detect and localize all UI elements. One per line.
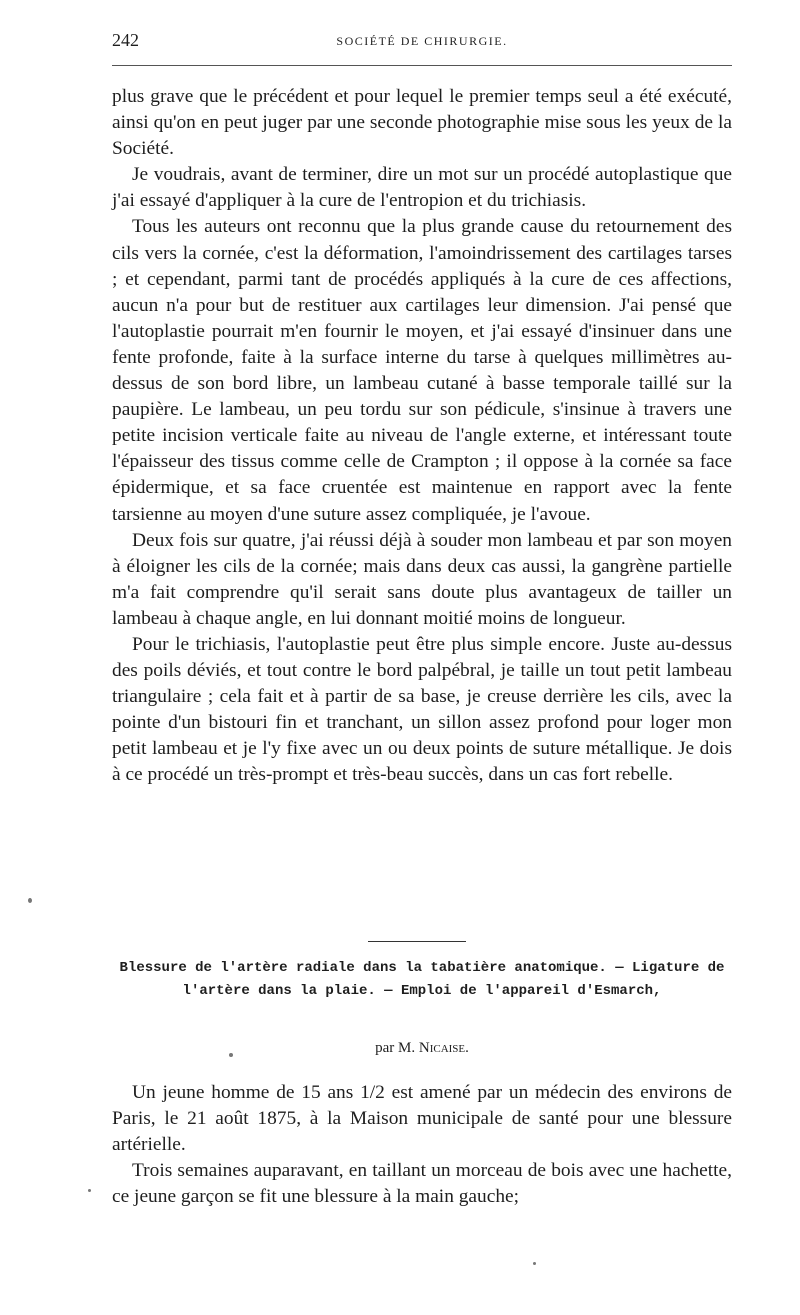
ink-speck — [229, 1053, 233, 1057]
article-text — [112, 1080, 732, 1210]
paragraph-cartilage-method: Tous les auteurs ont reconnu que la plus grande cause du retournement des cils vers la cornée, c'est la déformation, l'amoindrissement des cartilages tarses ; et cependant, parmi tant de procédés appliqués à la cure de ces affections, aucun n'a pour but de restituer aux cartilages leur dimension. J'ai pensé que l'autoplastie pourrait m'en fournir le moyen, et j'ai essayé d'insinuer dans une fente profonde, faite à la surface interne du tarse à quelques millimètres au-dessus de son bord libre, un lambeau cutané à basse temporale taillé sur la paupière. Le lambeau, un peu tordu sur son pédicule, s'insinue à travers une petite incision verticale faite au niveau de l'angle externe, et intéressant toute l'épaisseur des tissus comme celle de Crampton ; il oppose à la cornée sa face épidermique, et sa face cruentée est maintenue en rapport avec la fente tarsienne au moyen d'une suture assez compliquée, je l'avoue. — [112, 216, 732, 525]
header-rule — [112, 65, 732, 66]
ink-speck — [88, 1189, 91, 1192]
running-head — [112, 30, 732, 54]
article-paragraph: Un jeune homme de 15 ans 1/2 est amené par un médecin des environs de Paris, le 21 août 1875, à la Maison municipale de santé pour une blessure artérielle. — [112, 1082, 732, 1156]
byline-prefix: par M. — [375, 1040, 416, 1056]
ink-speck — [28, 898, 32, 903]
section-divider — [368, 941, 466, 942]
article-title: Blessure de l'artère radiale dans la tabatière anatomique. — Ligature de l'artère dans la plaie. — Emploi de l'appareil d'Esmarch, — [119, 960, 725, 999]
article-paragraph: Trois semaines auparavant, en taillant un morceau de bois avec une hachette, ce jeune garçon se fit une blessure à la main gauche; — [112, 1160, 732, 1208]
article-byline — [112, 1040, 732, 1057]
paragraph-trichiasis: Pour le trichiasis, l'autoplastie peut être plus simple encore. Juste au-dessus des poils déviés, et tout contre le bord palpébral, je taille un tout petit lambeau triangulaire ; cela fait et à partir de sa base, je creuse derrière les cils, avec la pointe d'un bistouri fin et tranchant, un sillon assez profond pour loger mon petit lambeau et je l'y fixe avec un ou deux points de suture métallique. Je dois à ce procédé un très-prompt et très-beau succès, dans un cas fort rebelle. — [112, 633, 732, 786]
body-text — [112, 84, 732, 789]
running-head-title: SOCIÉTÉ DE CHIRURGIE. — [336, 34, 508, 48]
page-number: 242 — [112, 30, 139, 50]
paragraph-continuation: plus grave que le précédent et pour lequel le premier temps seul a été exécuté, ainsi qu'on en peut juger par une seconde photographie mise sous les yeux de la Société. — [112, 86, 732, 160]
ink-speck — [533, 1262, 536, 1265]
paragraph-results: Deux fois sur quatre, j'ai réussi déjà à souder mon lambeau et par son moyen à éloigner les cils de la cornée; mais dans deux cas aussi, la gangrène partielle m'a fait comprendre qu'il serait sans doute plus avantageux de tailler un lambeau à chaque angle, en lui donnant moitié moins de longueur. — [112, 529, 732, 629]
byline-author: Nicaise. — [418, 1040, 469, 1056]
paragraph-autoplastic-intro: Je voudrais, avant de terminer, dire un mot sur un procédé autoplastique que j'ai essayé d'appliquer à la cure de l'entropion et du trichiasis. — [112, 164, 732, 212]
